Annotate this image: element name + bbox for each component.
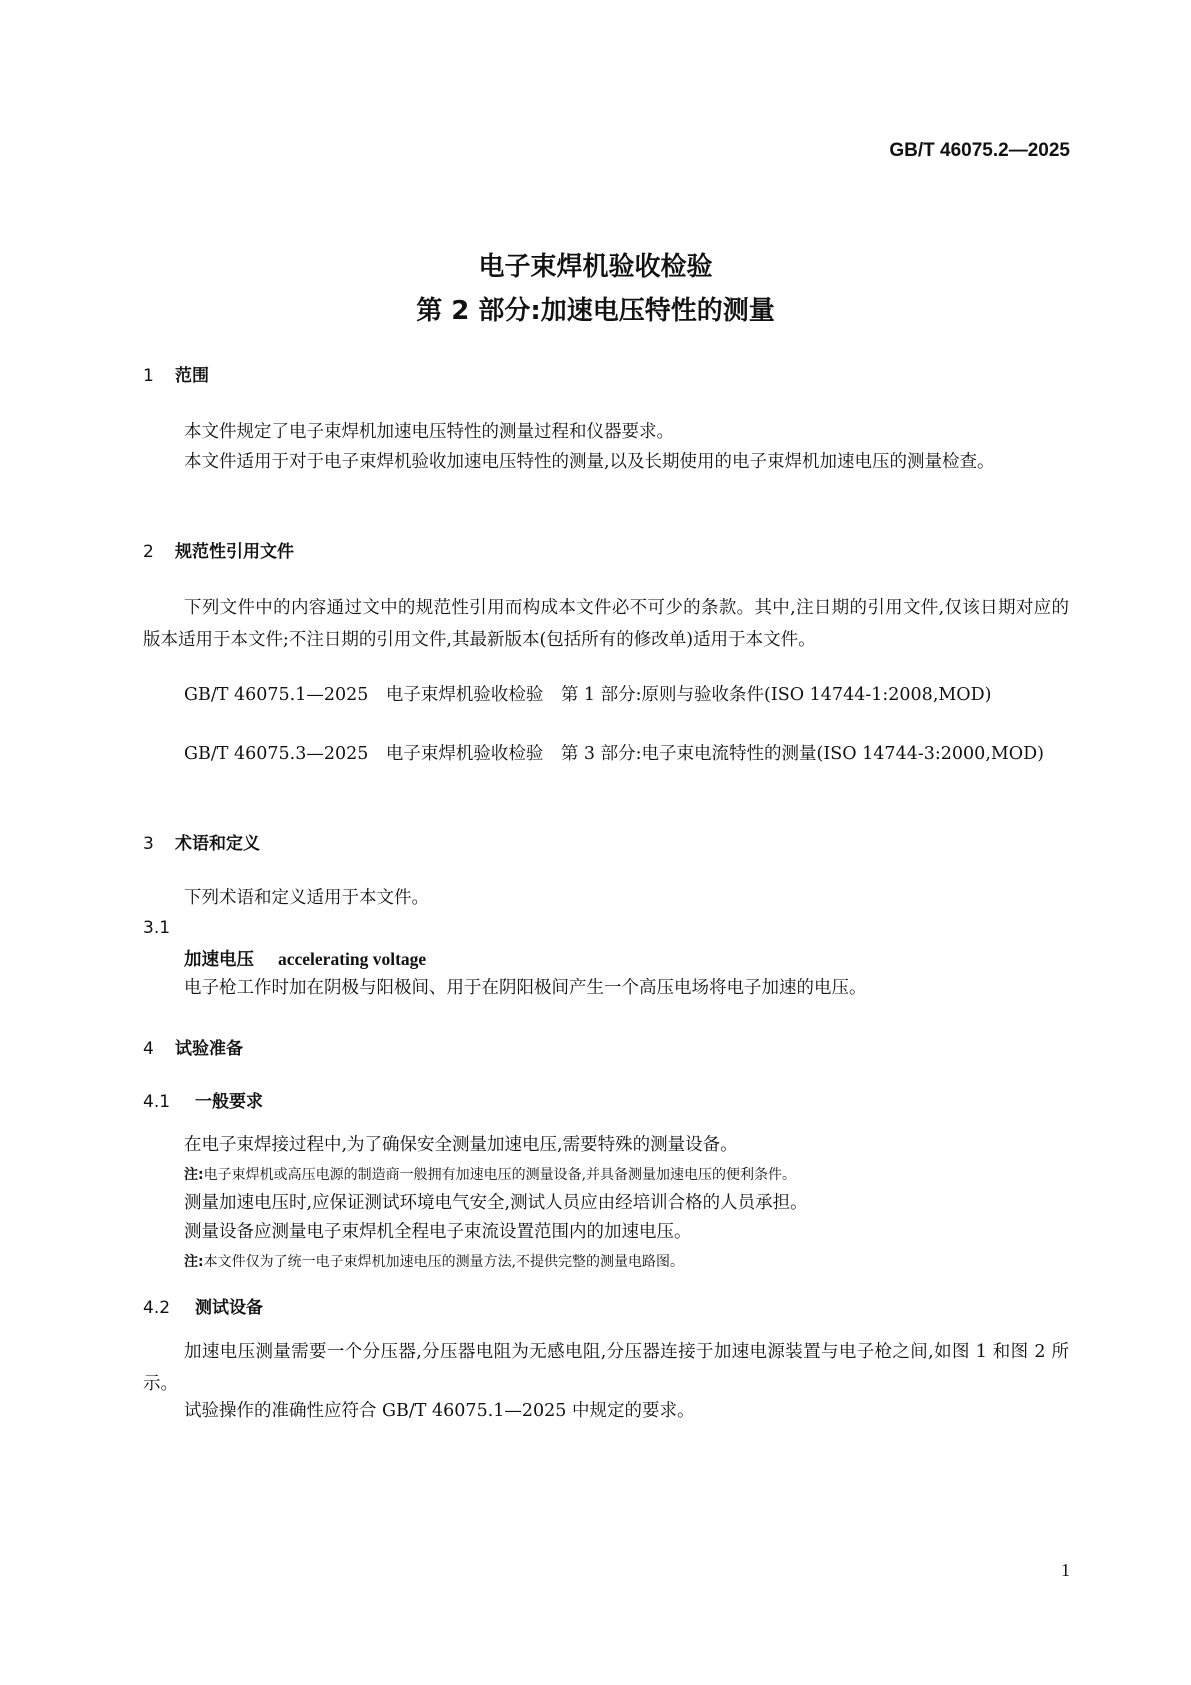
document-title: 电子束焊机验收检验 — [478, 252, 713, 282]
subsection-title: 一般要求 — [195, 1092, 263, 1112]
section-number: 2 — [143, 542, 154, 562]
section-title: 范围 — [175, 366, 209, 386]
section-number: 3 — [143, 834, 154, 854]
note-text: 本文件仅为了统一电子束焊机加速电压的测量方法,不提供完整的测量电路图。 — [203, 1254, 685, 1270]
page-number: 1 — [1061, 1560, 1070, 1580]
section-heading-3 — [143, 829, 260, 854]
subsection-title: 测试设备 — [195, 1298, 263, 1318]
note-label: 注: — [184, 1167, 204, 1183]
note-label: 注: — [184, 1254, 204, 1270]
paragraph: 试验操作的准确性应符合 GB/T 46075.1—2025 中规定的要求。 — [184, 1401, 695, 1421]
paragraph: 加速电压测量需要一个分压器,分压器电阻为无感电阻,分压器连接于加速电源装置与电子枪之间,如图 1 和图 2 所示。 — [143, 1342, 1069, 1394]
section-title: 术语和定义 — [175, 834, 260, 854]
section-heading-1 — [143, 361, 209, 386]
term-english: accelerating voltage — [278, 949, 427, 969]
paragraph: 测量设备应测量电子束焊机全程电子束流设置范围内的加速电压。 — [184, 1222, 692, 1242]
standard-code: GB/T 46075.2—2025 — [889, 140, 1070, 161]
subsection-heading-4-1 — [143, 1087, 263, 1112]
paragraph: 下列文件中的内容通过文中的规范性引用而构成本文件必不可少的条款。其中,注日期的引用文件,仅该日期对应的版本适用于本文件;不注日期的引用文件,其最新版本(包括所有的修改单)适用于本文件。 — [143, 598, 1069, 650]
section-title: 规范性引用文件 — [175, 542, 294, 562]
paragraph: 下列术语和定义适用于本文件。 — [184, 888, 429, 908]
paragraph: 本文件规定了电子束焊机加速电压特性的测量过程和仪器要求。 — [184, 422, 674, 442]
paragraph: 本文件适用于对于电子束焊机验收加速电压特性的测量,以及长期使用的电子束焊机加速电压的测量检查。 — [184, 452, 995, 472]
subsection-number: 4.2 — [143, 1298, 171, 1318]
reference-item: GB/T 46075.3—2025 电子束焊机验收检验 第 3 部分:电子束电流特性的测量(ISO 14744-3:2000,MOD) — [184, 744, 1045, 764]
term-chinese: 加速电压 — [184, 950, 254, 970]
note — [184, 1251, 684, 1271]
term-definition: 电子枪工作时加在阴极与阳极间、用于在阴阳极间产生一个高压电场将电子加速的电压。 — [184, 978, 867, 998]
paragraph: 在电子束焊接过程中,为了确保安全测量加速电压,需要特殊的测量设备。 — [184, 1135, 738, 1155]
subsection-number: 4.1 — [143, 1092, 171, 1112]
note-text: 电子束焊机或高压电源的制造商一般拥有加速电压的测量设备,并具备测量加速电压的便利条件。 — [203, 1167, 797, 1183]
paragraph: 测量加速电压时,应保证测试环境电气安全,测试人员应由经培训合格的人员承担。 — [184, 1193, 808, 1213]
term-entry — [184, 946, 426, 971]
section-heading-4 — [143, 1034, 243, 1059]
section-title: 试验准备 — [175, 1039, 243, 1059]
reference-item: GB/T 46075.1—2025 电子束焊机验收检验 第 1 部分:原则与验收条件(ISO 14744-1:2008,MOD) — [184, 685, 992, 705]
section-number: 4 — [143, 1039, 154, 1059]
section-heading-2 — [143, 537, 294, 562]
term-number: 3.1 — [143, 918, 171, 938]
document-subtitle: 第 2 部分:加速电压特性的测量 — [416, 296, 775, 326]
section-number: 1 — [143, 366, 154, 386]
subsection-heading-4-2 — [143, 1293, 263, 1318]
note — [184, 1164, 796, 1184]
